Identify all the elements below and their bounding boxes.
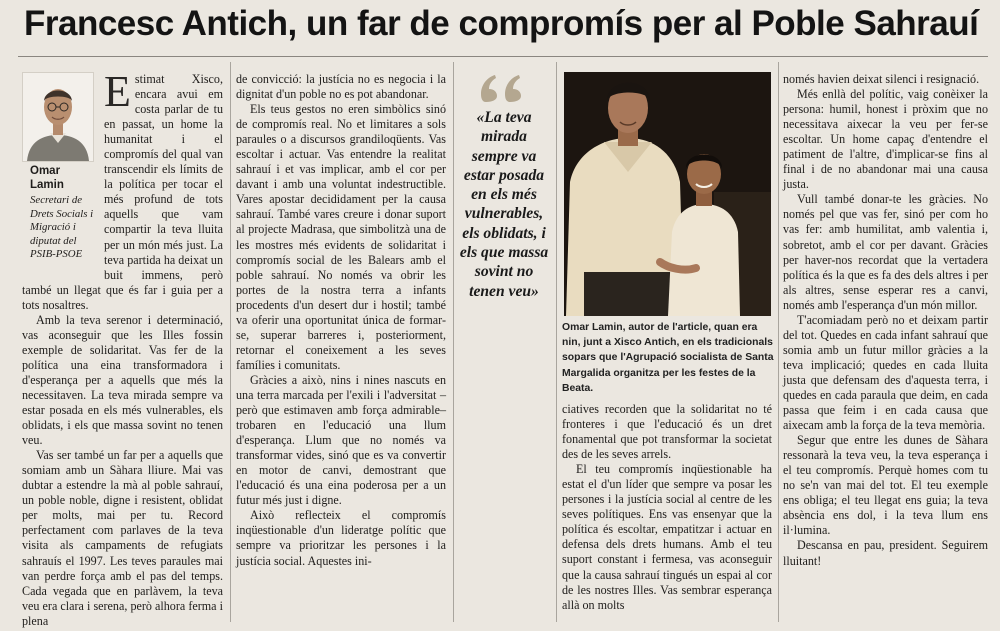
article-column-2	[236, 72, 446, 617]
article-paragraph: Estimat Xisco, encara avui em costa parlar de tu en passat, un home la humanitat i el compromís del qual van transcendir els límits de la política per tocar el més profund de tots aquells que vam compartir la teva lluita per un món més just. La teva partida ha deixat un buit immens, però també un llegat que és far i guia per a tots nosaltres.	[22, 67, 223, 312]
article-column-1	[22, 67, 223, 628]
drop-cap: E	[104, 67, 131, 116]
article-paragraph: Descansa en pau, president. Seguirem lluitant!	[783, 538, 988, 568]
article-headline: Francesc Antich, un far de compromís per al Poble Sahrauí	[24, 4, 979, 43]
headline-rule	[18, 56, 988, 57]
column-divider	[453, 62, 454, 622]
article-paragraph: Això reflecteix el compromís inqüestionable d'un lideratge polític que sempre va prioritzar les persones i la justícia social. Aquestes ini-	[236, 508, 446, 568]
author-name: Omar Lamin	[30, 165, 64, 191]
article-paragraph: Gràcies a això, nins i nines nascuts en una terra marcada per l'exili i l'adversitat –però que estimaven amb força admirable– trobaren en l'educació una llum d'esperança. Llum que no només va transformar vides, sinó que es va convertir en motor de canvi, demostrant que l'educació és una eina poderosa per a un futur més just i digne.	[236, 372, 446, 508]
article-paragraph: Vull també donar-te les gràcies. No només pel que vas fer, sinó per com ho vas fer: amb humilitat, amb valentia i, sobretot, amb el cor per davant. Gràcies per haver-nos recordat que la vertadera política és la que es fa des dels altres i per als altres, sense esperar res a canvi, només amb l'esperança d'un món millor.	[783, 192, 988, 312]
quote-mark-icon	[480, 72, 528, 106]
pull-quote: «La teva mirada sempre va estar posada en els més vulnerables, els oblidats, i els que massa sovint no tenen veu»	[459, 109, 549, 300]
article-photo	[564, 72, 771, 316]
article-column-4	[783, 72, 988, 617]
article-paragraph: El teu compromís inqüestionable ha estat el d'un líder que sempre va posar les persones i la justícia social al centre de les seves polítiques. Ens vas ensenyar que la política és escoltar, empatitzar i actuar en defensa dels drets humans. Amb el teu suport constant i fermesa, vas aconseguir que la causa sahrauí tingués un espai al cor de les nostres Illes. Vas sembrar esperança allà on molts	[562, 462, 772, 612]
article-paragraph: ciatives recorden que la solidaritat no té fronteres i que l'educació és un dret fonamental que pot transformar la societat des de les seves arrels.	[562, 402, 772, 462]
photo-caption: Omar Lamin, autor de l'article, quan era nin, junt a Xisco Antich, en els tradicionals sopars que l'Agrupació socialista de Santa Margalida organitza per les festes de la Beata.	[562, 322, 774, 394]
article-paragraph: Més enllà del polític, vaig conèixer la persona: humil, honest i pròxim que no necessitava aixecar la veu per fer-se escoltar. Un home capaç d'entendre el patiment de l'altre, d'implicar-se fins al final i de no abandonar mai una causa justa.	[783, 87, 988, 192]
article-paragraph: només havien deixat silenci i resignació.	[783, 72, 980, 86]
article-paragraph: Amb la teva serenor i determinació, vas aconseguir que les Illes fossin exemple de solidaritat. Vas fer de la política una eina transformadora i d'esperança per a aquells que més la necessitaven. La teva mirada sempre va estar posada en els més vulnerables, els oblidats, i els que massa sovint no tenen veu.	[22, 312, 223, 448]
article-paragraph: de convicció: la justícia no es negocia i la dignitat d'un poble no es pot abandonar.	[236, 72, 446, 102]
article-column-3	[562, 402, 772, 617]
article-paragraph: Vas ser també un far per a aquells que somiam amb un Sàhara lliure. Mai vas dubtar a estendre la mà al poble sahrauí, un poble noble, digne i resistent, oblidat per molts, mai per tu. Record perfectament com parlaves de la teva visita als campaments de refugiats sahrauís el 1997. Les teves paraules mai van perdre força amb el pas del temps. Cada vegada que en parlàvem, la teva veu era clara i serena, però alhora ferma i plena	[22, 448, 223, 628]
column-divider	[556, 62, 557, 622]
column-divider	[230, 62, 231, 622]
article-paragraph: T'acomiadam però no et deixam partir del tot. Quedes en cada infant sahrauí que somia amb un futur millor gràcies a la teva implicació; quedes en cada lluita justa que defensam des d'aquesta terra, i quedes en cada paraula que deim, en cada passa que feim i en cada causa que aixecam amb la força de la teva memòria.	[783, 312, 988, 433]
author-role: Secretari de Drets Socials i Migració i diputat del PSIB-PSOE	[30, 194, 94, 260]
article-paragraph: Segur que entre les dunes de Sàhara ressonarà la teva veu, la teva esperança i el teu compromís. Perquè homes com tu no se'n van mai del tot. El teu exemple ens obliga; el teu llegat ens guia; la teva absència ens dol, i la teva llum ens il·lumina.	[783, 433, 988, 538]
byline-spacer	[22, 72, 104, 276]
article-paragraph: Els teus gestos no eren simbòlics sinó de compromís real. No et limitares a sols paraules o a discursos grandiloqüents. Vas escoltar i actuar. Vas entendre la realitat sahrauí i et vas implicar, amb el cor per davant i amb una voluntat indestructible. Vares apostar decididament per la causa sahrauí. També vares creure i donar suport al projecte Madrasa, que simbolitzà una de les mostres més evidents de solidaritat i compromís social de les Balears amb el poble sahrauí. No només va obrir les portes de la nostra terra a infants procedents d'un desert dur i hostil; també va oferir una oportunitat única de formar-se, superar barreres i, posteriorment, retornar el coneixement a les seves famílies i comunitats.	[236, 102, 446, 372]
column-divider	[778, 62, 779, 622]
